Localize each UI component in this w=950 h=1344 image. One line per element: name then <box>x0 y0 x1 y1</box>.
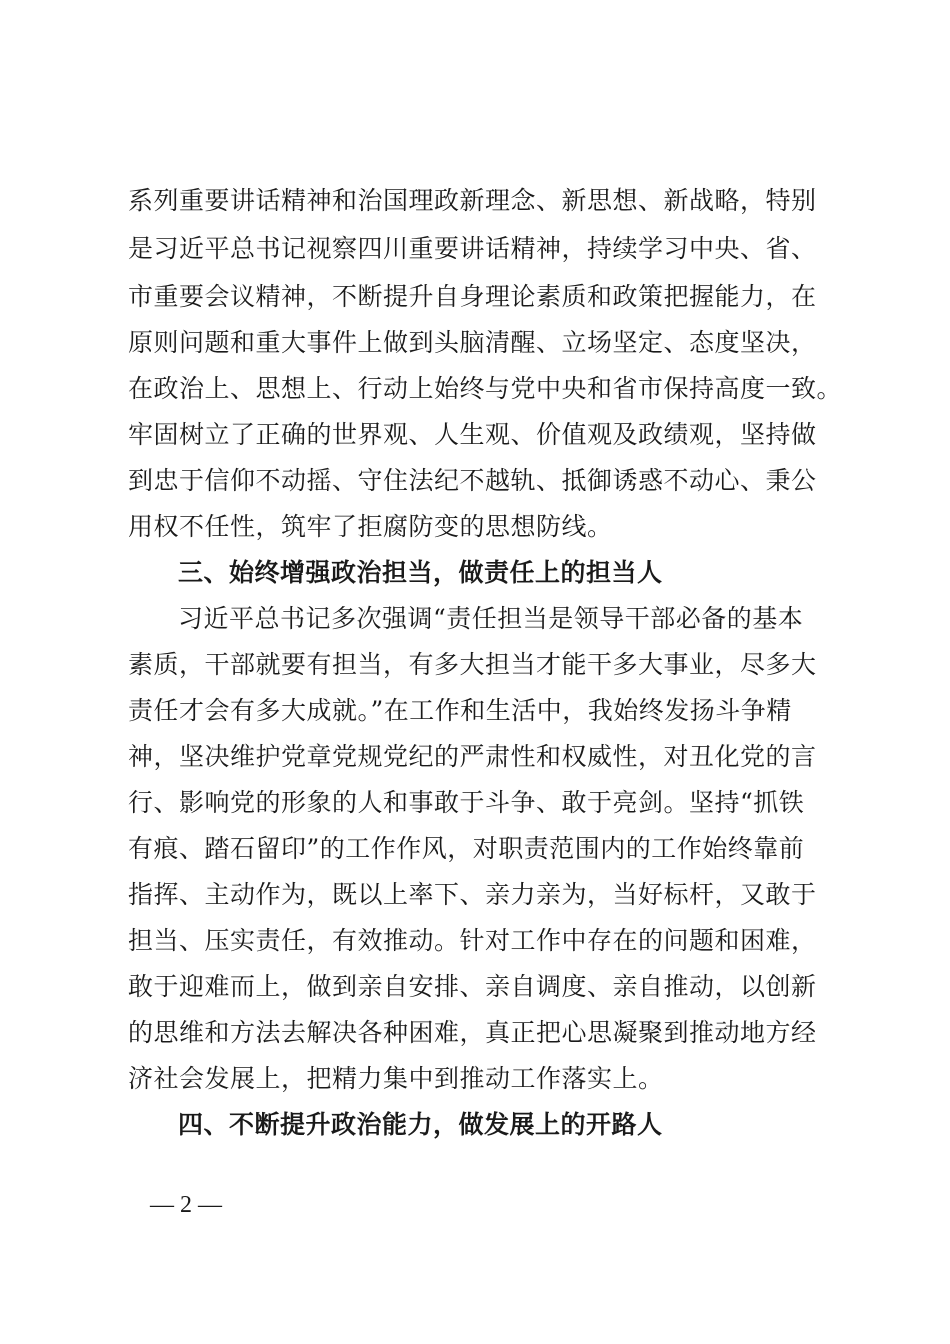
paragraph-line: 系列重要讲话精神和治国理政新理念、新思想、新战略，特别 <box>128 186 817 215</box>
paragraph-line: 指挥、主动作为，既以上率下、亲力亲为，当好标杆，又敢于 <box>128 880 817 909</box>
paragraph-line: 的思维和方法去解决各种困难，真正把心思凝聚到推动地方经 <box>128 1018 817 1047</box>
paragraph-line: 是习近平总书记视察四川重要讲话精神，持续学习中央、省、 <box>128 234 817 263</box>
section-heading-3: 三、始终增强政治担当，做责任上的担当人 <box>178 558 663 587</box>
section-heading-4: 四、不断提升政治能力，做发展上的开路人 <box>178 1110 663 1139</box>
paragraph-line: 原则问题和重大事件上做到头脑清醒、立场坚定、态度坚决， <box>128 328 817 357</box>
paragraph-line: 敢于迎难而上，做到亲自安排、亲自调度、亲自推动，以创新 <box>128 972 817 1001</box>
page-number: — 2 — <box>150 1192 222 1218</box>
paragraph-line: 在政治上、思想上、行动上始终与党中央和省市保持高度一致。 <box>128 374 843 403</box>
paragraph-line: 到忠于信仰不动摇、守住法纪不越轨、抵御诱惑不动心、秉公 <box>128 466 817 495</box>
paragraph-line: 有痕、踏石留印”的工作作风，对职责范围内的工作始终靠前 <box>128 834 805 863</box>
paragraph-line: 神，坚决维护党章党规党纪的严肃性和权威性，对丑化党的言 <box>128 742 817 771</box>
paragraph-line: 市重要会议精神，不断提升自身理论素质和政策把握能力，在 <box>128 282 817 311</box>
paragraph-line: 行、影响党的形象的人和事敢于斗争、敢于亮剑。坚持“抓铁 <box>128 788 805 817</box>
paragraph-line: 习近平总书记多次强调“责任担当是领导干部必备的基本 <box>178 604 804 633</box>
paragraph-line: 责任才会有多大成就。”在工作和生活中，我始终发扬斗争精 <box>128 696 792 725</box>
paragraph-line: 用权不任性，筑牢了拒腐防变的思想防线。 <box>128 512 613 541</box>
paragraph-line: 济社会发展上，把精力集中到推动工作落实上。 <box>128 1064 664 1093</box>
paragraph-line: 担当、压实责任，有效推动。针对工作中存在的问题和困难， <box>128 926 817 955</box>
paragraph-line: 牢固树立了正确的世界观、人生观、价值观及政绩观，坚持做 <box>128 420 817 449</box>
paragraph-line: 素质，干部就要有担当，有多大担当才能干多大事业，尽多大 <box>128 650 817 679</box>
